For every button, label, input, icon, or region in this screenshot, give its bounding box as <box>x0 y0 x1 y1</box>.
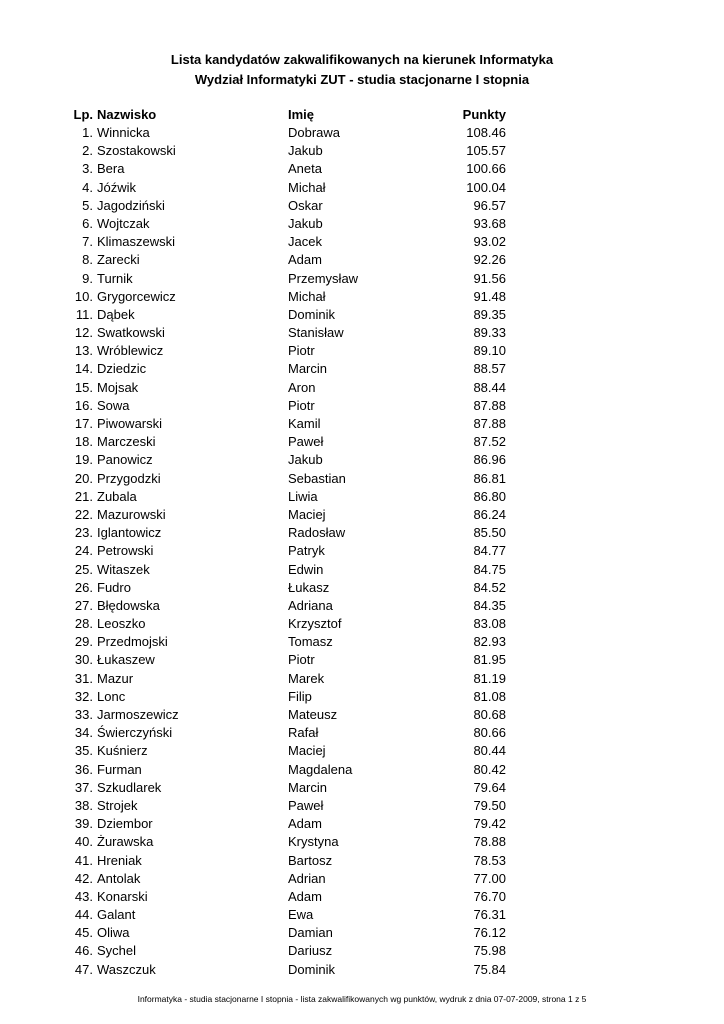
row-first-name: Adam <box>288 816 322 832</box>
row-first-name: Patryk <box>288 543 325 559</box>
row-surname: Jarmoszewicz <box>97 707 179 722</box>
row-number: 4. <box>82 179 93 195</box>
row-first-name: Aneta <box>288 161 322 177</box>
row-number: 8. <box>82 252 93 268</box>
table-row <box>60 288 520 306</box>
row-number: 11. <box>75 306 93 322</box>
table-row <box>60 833 520 851</box>
table-row <box>60 651 520 669</box>
table-row <box>60 524 520 542</box>
row-number: 25. <box>74 561 93 577</box>
table-row <box>60 633 520 651</box>
row-points: 76.31 <box>473 907 506 923</box>
table-row <box>60 670 520 688</box>
row-points: 105.57 <box>466 143 506 159</box>
row-points: 83.08 <box>473 616 506 632</box>
table-row <box>60 124 520 142</box>
row-first-name: Stanisław <box>288 325 344 341</box>
row-surname: Hreniak <box>97 852 142 868</box>
table-row <box>60 561 520 579</box>
row-surname: Sowa <box>97 397 130 413</box>
row-points: 93.02 <box>473 234 506 250</box>
table-row <box>60 488 520 506</box>
row-points: 76.70 <box>473 888 506 904</box>
table-row <box>60 542 520 560</box>
row-surname: Oliwa <box>97 925 130 941</box>
row-first-name: Adrian <box>288 870 326 886</box>
row-points: 81.19 <box>473 670 506 686</box>
row-points: 87.88 <box>473 397 506 413</box>
table-row <box>60 324 520 342</box>
row-number: 40. <box>74 834 93 850</box>
row-number: 9. <box>82 270 93 286</box>
table-row <box>60 688 520 706</box>
row-number: 1. <box>82 125 93 140</box>
row-points: 92.26 <box>473 252 506 268</box>
document-subtitle: Wydział Informatyki ZUT - studia stacjonarne I stopnia <box>194 72 530 87</box>
row-surname: Furman <box>97 761 142 777</box>
row-number: 12. <box>74 325 93 341</box>
row-surname: Dąbek <box>97 306 135 322</box>
row-first-name: Marcin <box>288 361 328 377</box>
row-first-name: Dobrawa <box>288 125 341 140</box>
row-points: 75.84 <box>473 961 506 977</box>
row-surname: Grygorcewicz <box>97 288 176 304</box>
row-number: 44. <box>74 907 93 923</box>
row-first-name: Krystyna <box>288 834 339 850</box>
row-points: 84.52 <box>473 579 506 595</box>
row-points: 75.98 <box>473 943 506 959</box>
row-number: 33. <box>74 707 93 722</box>
row-number: 46. <box>74 943 93 959</box>
row-points: 89.35 <box>473 306 506 322</box>
row-surname: Bera <box>97 161 125 177</box>
column-header-points: Punkty <box>462 107 506 122</box>
row-points: 82.93 <box>473 634 506 650</box>
column-header-first-name: Imię <box>288 107 315 122</box>
row-surname: Żurawska <box>97 834 154 850</box>
row-number: 24. <box>74 543 93 559</box>
row-number: 41. <box>74 852 93 868</box>
row-number: 43. <box>74 888 93 904</box>
row-first-name: Bartosz <box>288 852 333 868</box>
row-first-name: Oskar <box>288 197 323 213</box>
table-row <box>60 506 520 524</box>
row-number: 20. <box>74 470 93 486</box>
table-row <box>60 906 520 924</box>
row-surname: Lonc <box>97 688 126 704</box>
row-surname: Jóźwik <box>97 179 137 195</box>
row-first-name: Aron <box>288 379 316 395</box>
row-number: 3. <box>82 161 93 177</box>
row-surname: Przygodzki <box>97 470 161 486</box>
row-number: 34. <box>74 725 93 741</box>
table-header-row <box>60 106 520 124</box>
row-points: 100.66 <box>466 161 506 177</box>
row-points: 80.68 <box>473 707 506 722</box>
table-row <box>60 870 520 888</box>
row-points: 80.42 <box>473 761 506 777</box>
row-points: 86.80 <box>473 488 506 504</box>
table-row <box>60 924 520 942</box>
row-number: 13. <box>74 343 93 359</box>
row-points: 89.10 <box>473 343 506 359</box>
table-row <box>60 415 520 433</box>
row-first-name: Paweł <box>288 797 324 813</box>
row-surname: Przedmojski <box>97 634 168 650</box>
row-points: 79.64 <box>473 779 506 795</box>
row-surname: Szkudlarek <box>97 779 162 795</box>
candidates-table <box>60 106 520 979</box>
row-points: 77.00 <box>473 870 506 886</box>
table-row <box>60 706 520 724</box>
row-points: 84.75 <box>473 561 506 577</box>
row-first-name: Kamil <box>288 416 321 431</box>
table-row <box>60 142 520 160</box>
row-points: 91.56 <box>473 270 506 286</box>
row-first-name: Piotr <box>288 343 315 359</box>
document-header <box>0 50 724 90</box>
row-first-name: Łukasz <box>288 579 330 595</box>
row-surname: Mazur <box>97 670 134 686</box>
row-points: 100.04 <box>466 179 506 195</box>
table-row <box>60 961 520 979</box>
row-first-name: Marek <box>288 670 325 686</box>
row-points: 78.53 <box>473 852 506 868</box>
row-points: 108.46 <box>466 125 506 140</box>
table-row <box>60 306 520 324</box>
table-row <box>60 451 520 469</box>
row-surname: Strojek <box>97 797 138 813</box>
row-first-name: Adriana <box>288 597 333 613</box>
table-row <box>60 852 520 870</box>
row-number: 45. <box>74 925 93 941</box>
row-number: 29. <box>74 634 93 650</box>
row-surname: Dziedzic <box>97 361 147 377</box>
row-first-name: Adam <box>288 252 322 268</box>
row-number: 36. <box>74 761 93 777</box>
row-points: 93.68 <box>473 215 506 231</box>
row-surname: Wróblewicz <box>97 343 164 359</box>
table-row <box>60 215 520 233</box>
row-surname: Fudro <box>97 579 131 595</box>
row-first-name: Filip <box>288 688 312 704</box>
table-row <box>60 779 520 797</box>
table-row <box>60 761 520 779</box>
row-surname: Mojsak <box>97 379 139 395</box>
table-row <box>60 742 520 760</box>
row-first-name: Jakub <box>288 452 323 468</box>
row-first-name: Jakub <box>288 215 323 231</box>
row-first-name: Edwin <box>288 561 324 577</box>
row-points: 96.57 <box>473 197 506 213</box>
row-points: 78.88 <box>473 834 506 850</box>
row-surname: Winnicka <box>97 125 150 140</box>
row-number: 30. <box>74 652 93 668</box>
row-first-name: Liwia <box>288 488 318 504</box>
row-surname: Galant <box>97 907 136 923</box>
row-first-name: Michał <box>288 179 326 195</box>
row-points: 88.44 <box>473 379 506 395</box>
table-row <box>60 579 520 597</box>
row-first-name: Paweł <box>288 434 324 450</box>
row-first-name: Marcin <box>288 779 328 795</box>
row-surname: Zarecki <box>97 252 140 268</box>
row-points: 79.42 <box>473 816 506 832</box>
document-title: Lista kandydatów zakwalifikowanych na kierunek Informatyka <box>170 52 554 67</box>
row-number: 35. <box>74 743 93 759</box>
row-number: 21. <box>74 488 93 504</box>
row-first-name: Sebastian <box>288 470 346 486</box>
row-first-name: Adam <box>288 888 322 904</box>
row-number: 32. <box>74 688 93 704</box>
row-surname: Zubala <box>97 488 137 504</box>
row-first-name: Magdalena <box>288 761 353 777</box>
row-points: 86.96 <box>473 452 506 468</box>
row-surname: Dziembor <box>97 816 153 832</box>
row-surname: Świerczyński <box>97 725 173 741</box>
row-number: 42. <box>74 870 93 886</box>
row-points: 85.50 <box>473 525 506 541</box>
row-first-name: Damian <box>288 925 333 941</box>
row-first-name: Maciej <box>288 743 326 759</box>
row-first-name: Ewa <box>288 907 314 923</box>
row-surname: Szostakowski <box>97 143 176 159</box>
row-number: 10. <box>74 288 93 304</box>
row-first-name: Piotr <box>288 652 315 668</box>
row-number: 26. <box>74 579 93 595</box>
row-first-name: Tomasz <box>288 634 333 650</box>
row-surname: Marczeski <box>97 434 156 450</box>
row-first-name: Dariusz <box>288 943 333 959</box>
row-points: 76.12 <box>473 925 506 941</box>
row-first-name: Piotr <box>288 397 315 413</box>
row-surname: Petrowski <box>97 543 154 559</box>
row-number: 17. <box>74 416 93 431</box>
row-number: 7. <box>82 234 93 250</box>
row-surname: Piwowarski <box>97 416 163 431</box>
row-first-name: Maciej <box>288 506 326 522</box>
row-first-name: Jacek <box>288 234 322 250</box>
page-footer: Informatyka - studia stacjonarne I stopnia - lista zakwalifikowanych wg punktów, wydruk z dnia 07-07-2009, strona 1 z 5 <box>137 994 587 1004</box>
row-first-name: Jakub <box>288 143 323 159</box>
row-points: 80.44 <box>473 743 506 759</box>
row-surname: Swatkowski <box>97 325 165 341</box>
row-surname: Antolak <box>97 870 141 886</box>
row-number: 18. <box>74 434 93 450</box>
table-row <box>60 179 520 197</box>
row-number: 14. <box>74 361 93 377</box>
row-number: 38. <box>74 797 93 813</box>
table-row <box>60 233 520 251</box>
row-number: 6. <box>82 215 93 231</box>
column-header-surname: Nazwisko <box>97 107 157 122</box>
row-number: 37. <box>74 779 93 795</box>
row-surname: Turnik <box>97 270 133 286</box>
row-surname: Błędowska <box>97 597 160 613</box>
row-surname: Jagodziński <box>97 197 165 213</box>
row-first-name: Radosław <box>288 525 346 541</box>
row-surname: Kuśnierz <box>97 743 148 759</box>
row-number: 39. <box>74 816 93 832</box>
row-number: 15. <box>74 379 93 395</box>
row-points: 88.57 <box>473 361 506 377</box>
table-row <box>60 342 520 360</box>
row-points: 86.81 <box>473 470 506 486</box>
table-row <box>60 433 520 451</box>
row-points: 81.08 <box>473 688 506 704</box>
row-number: 5. <box>82 197 93 213</box>
row-points: 91.48 <box>473 288 506 304</box>
table-row <box>60 397 520 415</box>
row-first-name: Rafał <box>288 725 319 741</box>
table-row <box>60 615 520 633</box>
table-row <box>60 724 520 742</box>
row-surname: Panowicz <box>97 452 153 468</box>
table-row <box>60 160 520 178</box>
row-number: 27. <box>74 597 93 613</box>
row-surname: Leoszko <box>97 616 146 632</box>
table-row <box>60 942 520 960</box>
row-number: 47. <box>74 961 93 977</box>
row-surname: Witaszek <box>97 561 150 577</box>
table-row <box>60 470 520 488</box>
row-surname: Iglantowicz <box>97 525 162 541</box>
row-surname: Łukaszew <box>97 652 155 668</box>
table-body <box>60 124 520 979</box>
row-surname: Wojtczak <box>97 215 150 231</box>
column-header-lp: Lp. <box>73 107 93 122</box>
row-number: 28. <box>74 616 93 632</box>
row-first-name: Michał <box>288 288 326 304</box>
table-row <box>60 597 520 615</box>
row-number: 19. <box>74 452 93 468</box>
row-first-name: Krzysztof <box>288 616 342 632</box>
table-row <box>60 251 520 269</box>
row-number: 16. <box>74 397 93 413</box>
row-number: 22. <box>74 506 93 522</box>
row-first-name: Dominik <box>288 306 335 322</box>
row-surname: Sychel <box>97 943 137 959</box>
row-points: 79.50 <box>473 797 506 813</box>
row-surname: Klimaszewski <box>97 234 176 250</box>
table-row <box>60 197 520 215</box>
table-row <box>60 797 520 815</box>
row-surname: Mazurowski <box>97 506 166 522</box>
table-row <box>60 888 520 906</box>
row-surname: Waszczuk <box>97 961 156 977</box>
row-points: 84.77 <box>473 543 506 559</box>
row-points: 86.24 <box>473 506 506 522</box>
row-points: 89.33 <box>473 325 506 341</box>
row-first-name: Przemysław <box>288 270 359 286</box>
row-points: 80.66 <box>473 725 506 741</box>
row-points: 81.95 <box>473 652 506 668</box>
table-row <box>60 270 520 288</box>
row-number: 2. <box>82 143 93 159</box>
row-points: 84.35 <box>473 597 506 613</box>
row-points: 87.52 <box>473 434 506 450</box>
row-number: 23. <box>74 525 93 541</box>
row-number: 31. <box>74 670 93 686</box>
table-row <box>60 360 520 378</box>
table-row <box>60 379 520 397</box>
row-surname: Konarski <box>97 888 148 904</box>
row-first-name: Mateusz <box>288 707 338 722</box>
table-row <box>60 815 520 833</box>
row-points: 87.88 <box>473 416 506 431</box>
row-first-name: Dominik <box>288 961 335 977</box>
